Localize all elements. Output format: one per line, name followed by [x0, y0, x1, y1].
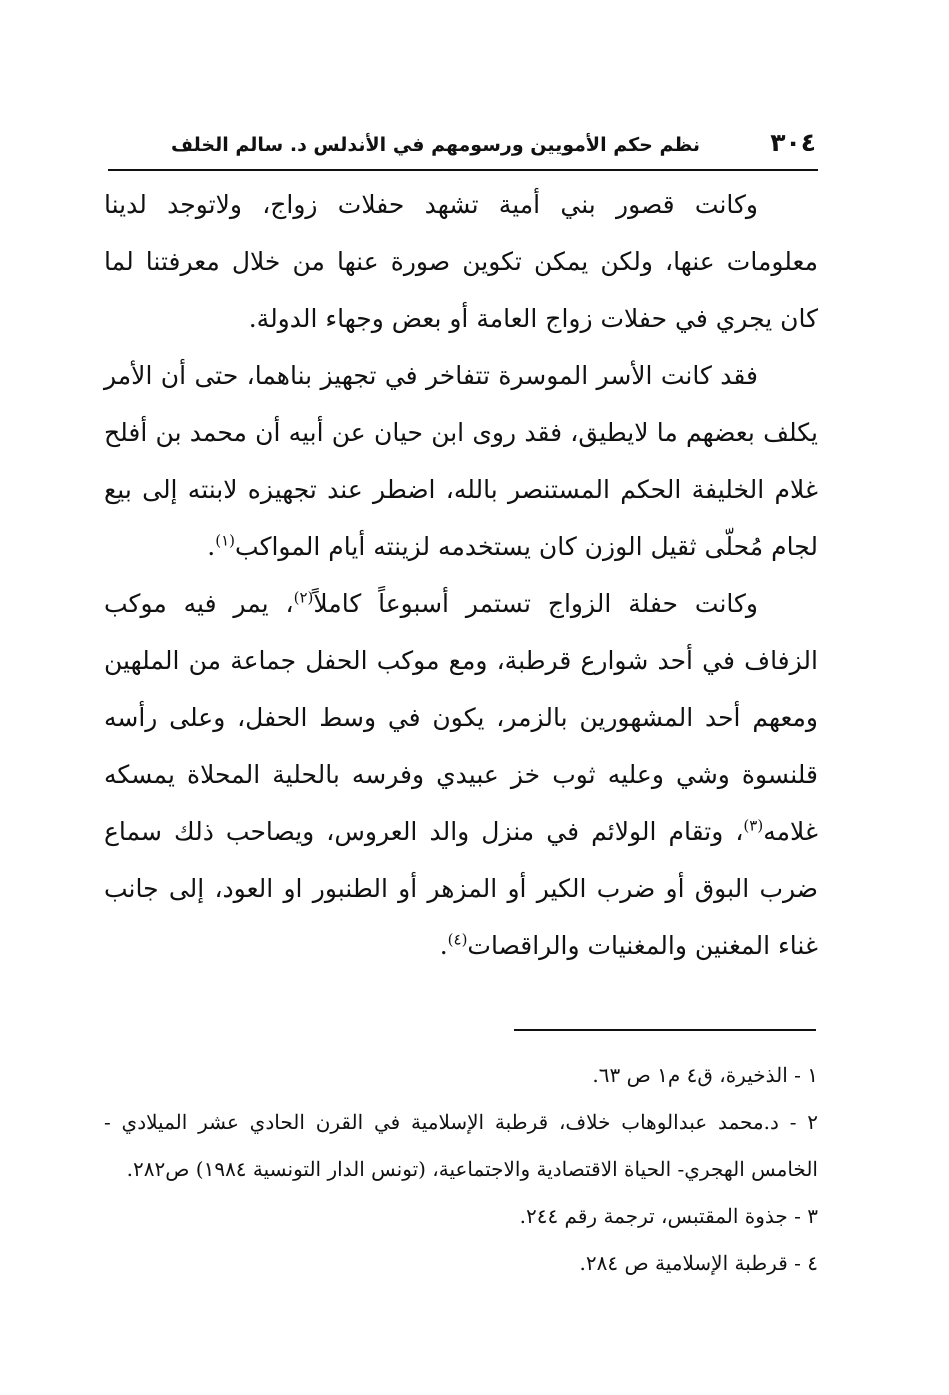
- paragraph-2-text: فقد كانت الأسر الموسرة تتفاخر في تجهيز بناهما، حتى أن الأمر يكلف بعضهم ما لايطيق، فقد روى ابن حيان عن أبيه أن محمد بن أفلح غلام الخليفة الحكم المستنصر بالله، اضطر عند تجهيزه لابنته إلى بيع لجام مُحلّى ثقيل الوزن كان يستخدمه لزينته أيام المواكب: [104, 361, 818, 561]
- paragraph-3: [104, 575, 818, 974]
- footnote-ref-1[interactable]: (١): [215, 531, 236, 550]
- footnote-3: ٣ - جذوة المقتبس، ترجمة رقم ٢٤٤.: [519, 1204, 818, 1228]
- footnote-separator: [514, 1029, 816, 1031]
- running-header: [108, 128, 818, 168]
- header-rule: [108, 169, 818, 171]
- paragraph-1: [104, 176, 818, 347]
- footnote-1: ١ - الذخيرة، ق٤ م١ ص ٦٣.: [592, 1063, 818, 1087]
- footnote-4: ٤ - قرطبة الإسلامية ص ٢٨٤.: [579, 1251, 818, 1275]
- paragraph-2-period: .: [207, 532, 216, 561]
- footnote-ref-2[interactable]: (٢): [293, 588, 314, 607]
- running-title: نظم حكم الأمويين ورسومهم في الأندلس د. سالم الخلف: [171, 134, 700, 156]
- footnotes: [104, 1052, 818, 1287]
- footnote-ref-3[interactable]: (٣): [743, 816, 764, 835]
- body-text: [104, 176, 818, 974]
- paragraph-1-text: وكانت قصور بني أمية تشهد حفلات زواج، ولاتوجد لدينا معلومات عنها، ولكن يمكن تكوين صورة عنها من خلال معرفتنا لما كان يجري في حفلات زواج العامة أو بعض وجهاء الدولة.: [104, 190, 818, 333]
- page-number: ٣٠٤: [770, 128, 816, 157]
- footnote-2: ٢ - د.محمد عبدالوهاب خلاف، قرطبة الإسلامية في القرن الحادي عشر الميلادي - الخامس الهجري- الحياة الاقتصادية والاجتماعية، (تونس الدار التونسية ١٩٨٤) ص٢٨٢.: [104, 1110, 818, 1181]
- paragraph-2: [104, 347, 818, 575]
- paragraph-3-text-a: وكانت حفلة الزواج تستمر أسبوعاً كاملاً: [313, 589, 758, 618]
- paragraph-3-text-b: ، يمر فيه موكب الزفاف في أحد شوارع قرطبة، ومع موكب الحفل جماعة من الملهين ومعهم أحد المشهورين بالزمر، يكون في وسط الحفل، وعلى رأسه قلنسوة وشي وعليه ثوب خز عبيدي وفرسه بالحلية المحلاة يمسكه غلامه: [104, 589, 818, 846]
- paragraph-3-period: .: [439, 931, 448, 960]
- footnote-ref-4[interactable]: (٤): [447, 930, 468, 949]
- paragraph-3-text-c: ، وتقام الولائم في منزل والد العروس، ويصاحب ذلك سماع ضرب البوق أو ضرب الكير أو المزهر أو الطنبور او العود، إلى جانب غناء المغنين والمغنيات والراقصات: [104, 817, 818, 960]
